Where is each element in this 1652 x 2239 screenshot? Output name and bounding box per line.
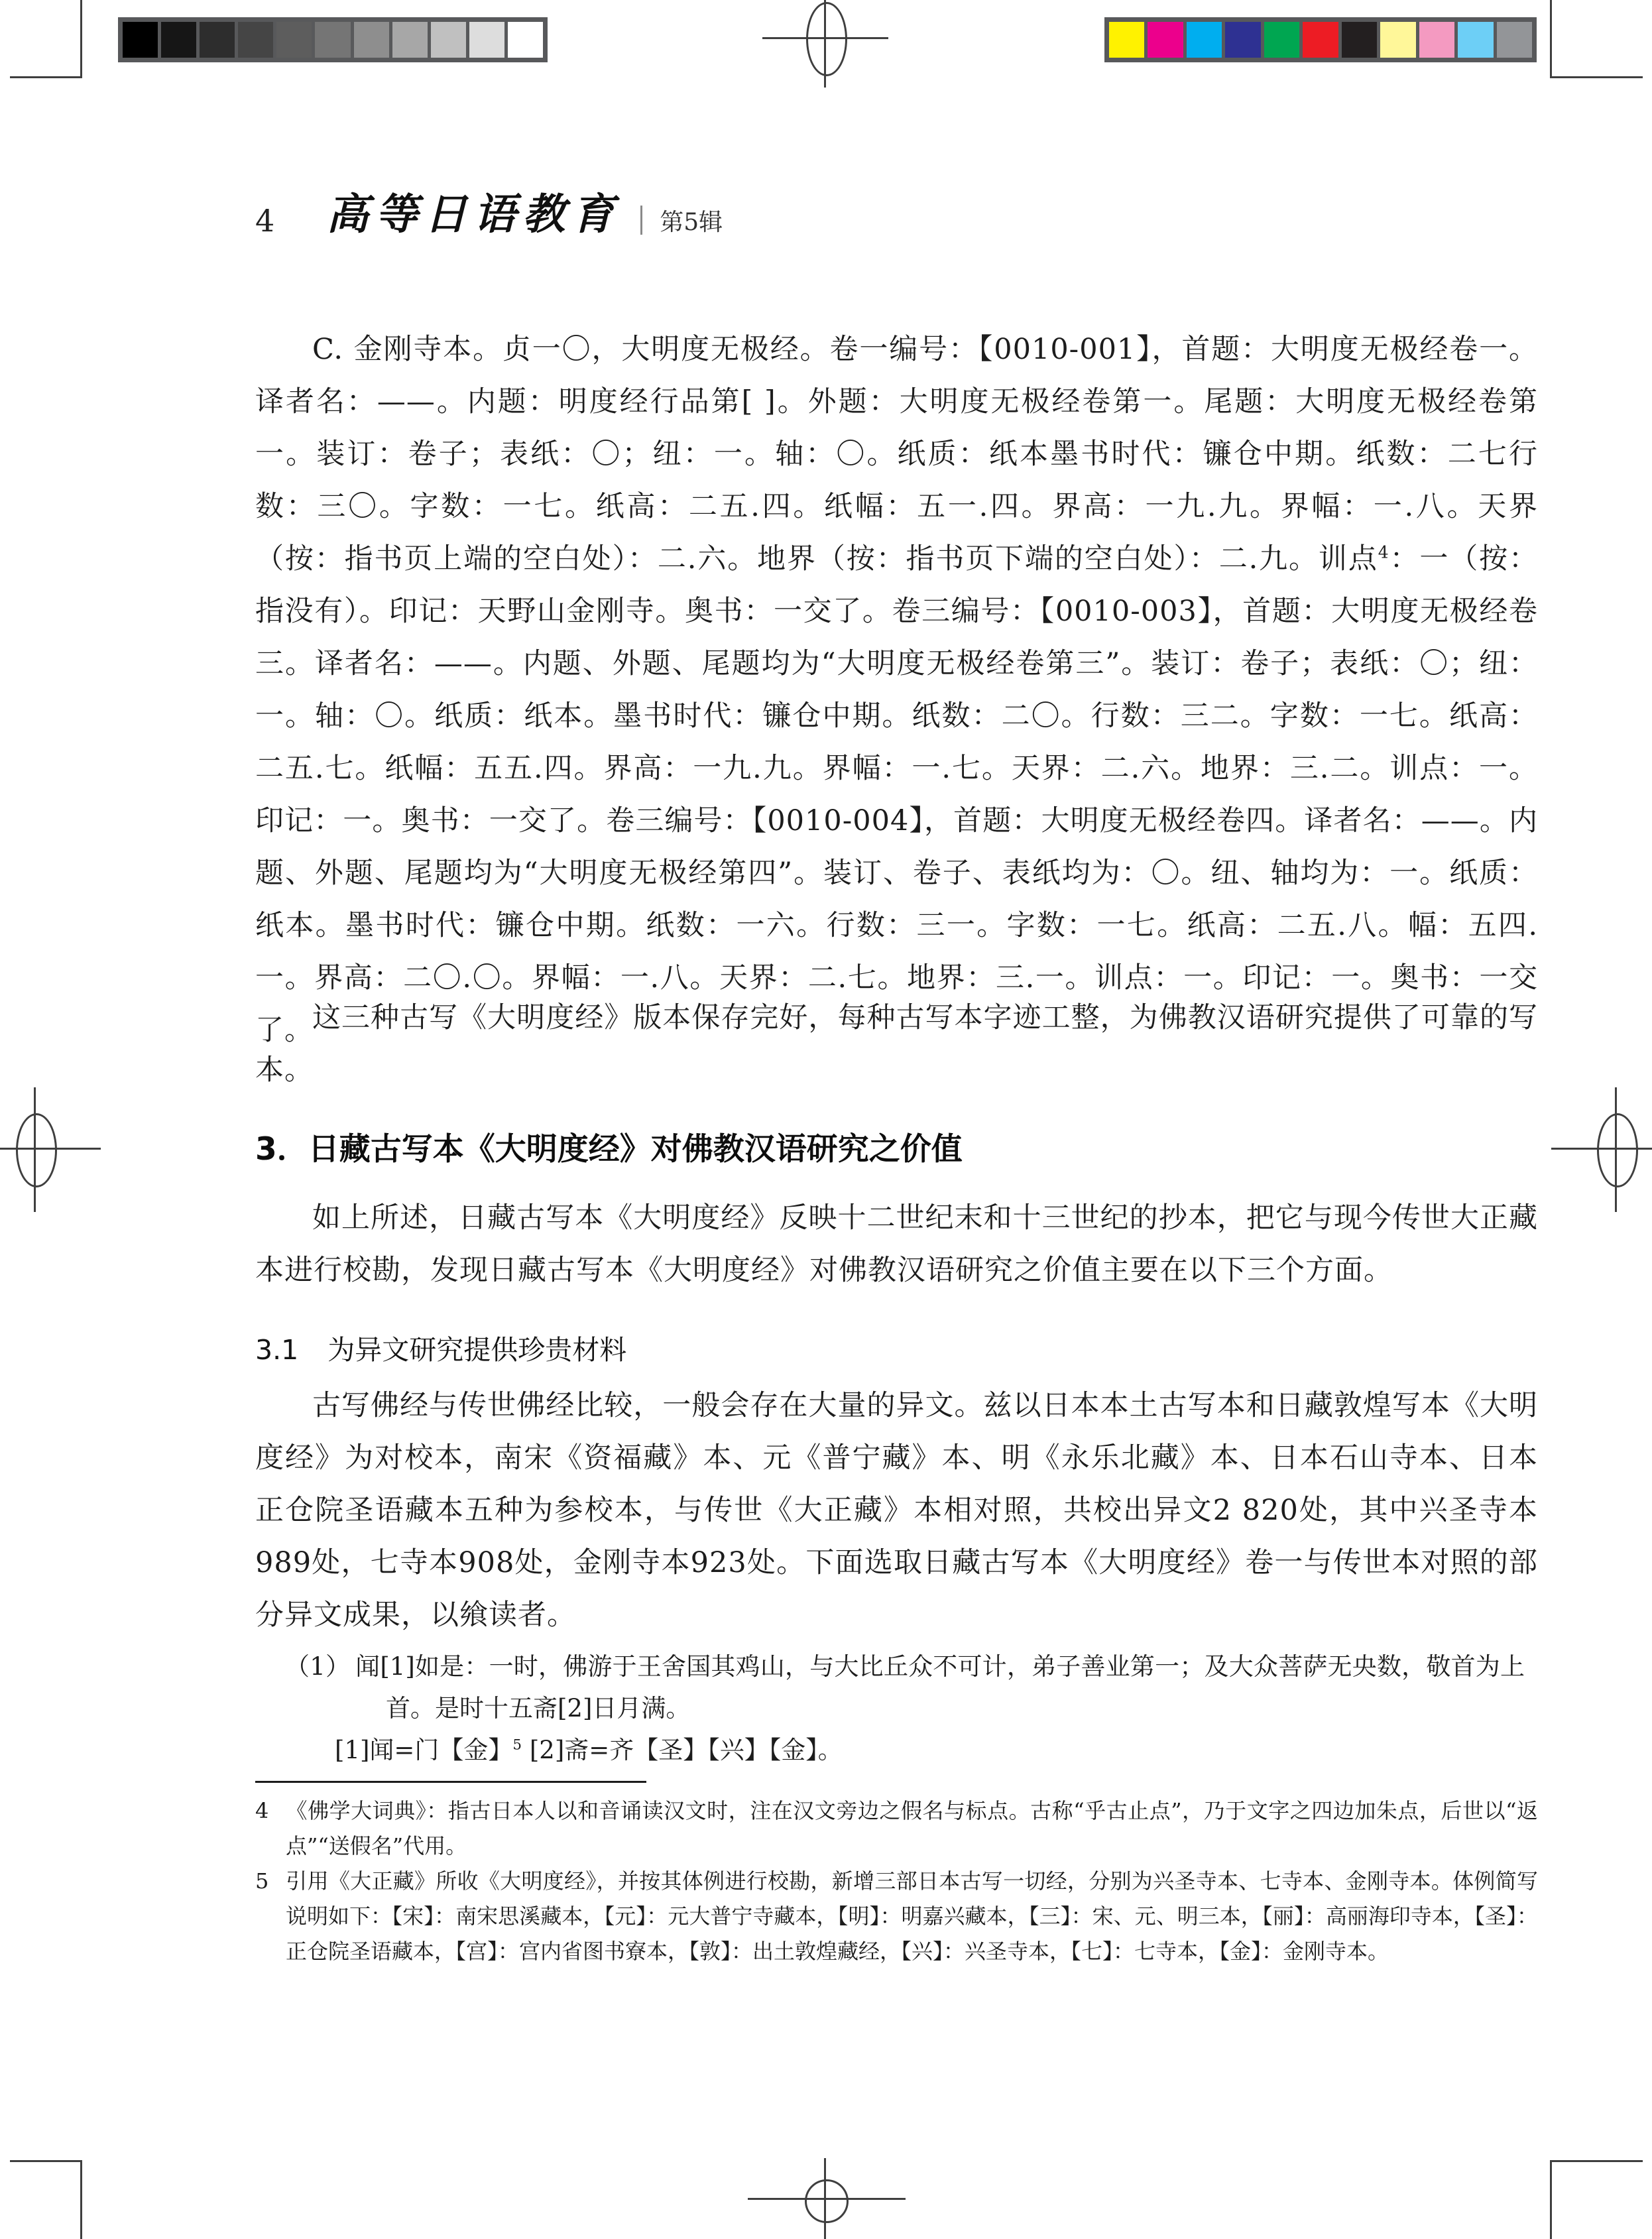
calibration-swatch <box>200 22 235 58</box>
paragraph-manuscript-c <box>255 324 1538 1057</box>
calibration-swatch <box>1497 22 1532 58</box>
example-1-block <box>285 1646 1525 1771</box>
calibration-swatch <box>1187 22 1222 58</box>
paragraph-segment: C. 金刚寺本。贞一〇，大明度无极经。卷一编号：【0010-001】，首题：大明度无极经卷一。译者名：——。内题：明度经行品第[ ]。外题：大明度无极经卷第一。尾题：大明度无极经卷第一。装订：卷子；表纸：〇；纽：一。轴：〇。纸质：纸本墨书时代：镰仓中期。纸数：二七行数：三〇。字数：一七。纸高：二五.四。纸幅：五一.四。界高：一九.九。界幅：一.八。天界（按：指书页上端的空白处）：二.六。地界（按：指书页下端的空白处）：二.九。训点 <box>255 333 1538 575</box>
journal-title: 高等日语教育 <box>326 190 621 239</box>
subsection-number: 3.1 <box>255 1334 299 1366</box>
paragraph-text: 古写佛经与传世佛经比较，一般会存在大量的异文。兹以日本本土古写本和日藏敦煌写本《大明度经》为对校本，南宋《资福藏》本、元《普宁藏》本、明《永乐北藏》本、日本石山寺本、日本正仓院圣语藏本五种为参校本，与传世《大正藏》本相对照，共校出异文2 820处，其中兴圣寺本989处，七寺本908处，金刚寺本923处。下面选取日藏古写本《大明度经》卷一与传世本对照的部分异文成果，以飨读者。 <box>255 1389 1538 1632</box>
paragraph-text: 如上所述，日藏古写本《大明度经》反映十二世纪末和十三世纪的抄本，把它与现今传世大正藏本进行校勘，发现日藏古写本《大明度经》对佛教汉语研究之价值主要在以下三个方面。 <box>255 1201 1538 1287</box>
crop-mark-bottom-left-horizontal <box>10 2160 82 2162</box>
section-3-heading: 3．日藏古写本《大明度经》对佛教汉语研究之价值 <box>255 1131 963 1168</box>
calibration-swatch <box>1380 22 1415 58</box>
example-quote <box>285 1646 1525 1729</box>
paragraph-text <box>255 324 1538 1057</box>
footnote-5 <box>255 1864 1538 1969</box>
footnote-number: 5 <box>255 1868 269 1894</box>
paragraph-intro <box>255 1192 1538 1297</box>
footnote-4 <box>255 1793 1538 1864</box>
page-number: 4 <box>255 203 275 239</box>
paragraph-summary <box>255 992 1538 1097</box>
color-calibration-bar <box>1104 17 1537 62</box>
calibration-swatch <box>1264 22 1299 58</box>
subsection-3-1-heading <box>255 1334 1538 1366</box>
crop-mark-bottom-right-horizontal <box>1550 2160 1643 2162</box>
grayscale-calibration-bar <box>118 17 548 62</box>
calibration-swatch <box>238 22 273 58</box>
registration-bottom-circle <box>805 2179 849 2223</box>
calibration-swatch <box>1458 22 1493 58</box>
paragraph-collation <box>255 1380 1538 1642</box>
calibration-swatch <box>276 22 312 58</box>
calibration-swatch <box>161 22 196 58</box>
footnote-number: 4 <box>255 1798 269 1823</box>
footnote-separator-rule <box>255 1781 646 1783</box>
footnote-text: 引用《大正藏》所收《大明度经》，并按其体例进行校勘，新增三部日本古写一切经，分别为兴圣寺本、七寺本、金刚寺本。体例简写说明如下：【宋】：南宋思溪藏本，【元】：元大普宁寺藏本，【明】：明嘉兴藏本，【三】：宋、元、明三本，【丽】：高丽海印寺本，【圣】：正仓院圣语藏本，【宫】：宫内省图书寮本，【敦】：出土敦煌藏经，【兴】：兴圣寺本，【七】：七寺本，【金】：金刚寺本。 <box>286 1868 1538 1964</box>
note-segment: [2]斋=齐【圣】【兴】【金】。 <box>522 1736 843 1764</box>
calibration-swatch <box>1342 22 1377 58</box>
paragraph-segment: ：一（按：指没有）。印记：天野山金刚寺。奥书：一交了。卷三编号：【0010-003】，首题：大明度无极经卷三。译者名：——。内题、外题、尾题均为“大明度无极经卷第三”。装订：卷子；表纸：〇；纽：一。轴：〇。纸质：纸本。墨书时代：镰仓中期。纸数：二〇。行数：三二。字数：一七。纸高：二五.七。纸幅：五五.四。界高：一九.九。界幅：一.七。天界：二.六。地界：三.二。训点：一。印记：一。奥书：一交了。卷三编号：【0010-004】，首题：大明度无极经卷四。译者名：——。内题、外题、尾题均为“大明度无极经第四”。装订、卷子、表纸均为：〇。纽、轴均为：一。纸质：纸本。墨书时代：镰仓中期。纸数：一六。行数：三一。字数：一七。纸高：二五.八。幅：五四.一。界高：二〇.〇。界幅：一.八。天界：二.七。地界：三.一。训点：一。印记：一。奥书：一交了。 <box>255 542 1538 1047</box>
calibration-swatch <box>508 22 543 58</box>
calibration-swatch <box>123 22 158 58</box>
example-variant-note <box>335 1729 1525 1771</box>
crop-mark-bottom-left-vertical <box>80 2161 82 2239</box>
subsection-title: 为异文研究提供珍贵材料 <box>327 1334 627 1366</box>
calibration-swatch <box>469 22 504 58</box>
calibration-swatch <box>1303 22 1338 58</box>
crop-mark-top-right-vertical <box>1550 0 1552 78</box>
footnote-text: 《佛学大词典》：指古日本人以和音诵读汉文时，注在汉文旁边之假名与标点。古称“乎古止点”，乃于文字之四边加朱点，后世以“返点”“送假名”代用。 <box>286 1798 1538 1858</box>
calibration-swatch <box>1419 22 1454 58</box>
registration-top-circle <box>806 2 847 76</box>
calibration-swatch <box>1109 22 1144 58</box>
calibration-swatch <box>392 22 428 58</box>
footnote-reference-4: 4 <box>1378 542 1389 562</box>
running-header <box>255 190 723 239</box>
issue-label: 第5辑 <box>660 209 723 237</box>
registration-left-circle <box>16 1113 57 1187</box>
registration-right-circle <box>1597 1113 1638 1187</box>
footnotes-block <box>255 1793 1538 1969</box>
calibration-swatch <box>1148 22 1183 58</box>
calibration-swatch <box>354 22 389 58</box>
crop-mark-top-left-vertical <box>80 0 82 78</box>
crop-mark-top-left-horizontal <box>10 76 82 78</box>
example-label: （1） <box>285 1652 351 1681</box>
paragraph-text: 这三种古写《大明度经》版本保存完好，每种古写本字迹工整，为佛教汉语研究提供了可靠的写本。 <box>255 1001 1538 1087</box>
calibration-swatch <box>431 22 466 58</box>
calibration-swatch <box>315 22 350 58</box>
crop-mark-bottom-right-vertical <box>1550 2161 1552 2239</box>
example-text: 闻[1]如是：一时，佛游于王舍国其鸡山，与大比丘众不可计，弟子善业第一；及大众菩萨无央数，敬首为上首。是时十五斋[2]日月满。 <box>355 1652 1525 1723</box>
footnote-reference-5: 5 <box>512 1736 522 1754</box>
crop-mark-top-right-horizontal <box>1550 76 1643 78</box>
calibration-swatch <box>1225 22 1260 58</box>
header-divider <box>640 206 642 235</box>
note-segment: [1]闻=门【金】 <box>335 1736 513 1764</box>
